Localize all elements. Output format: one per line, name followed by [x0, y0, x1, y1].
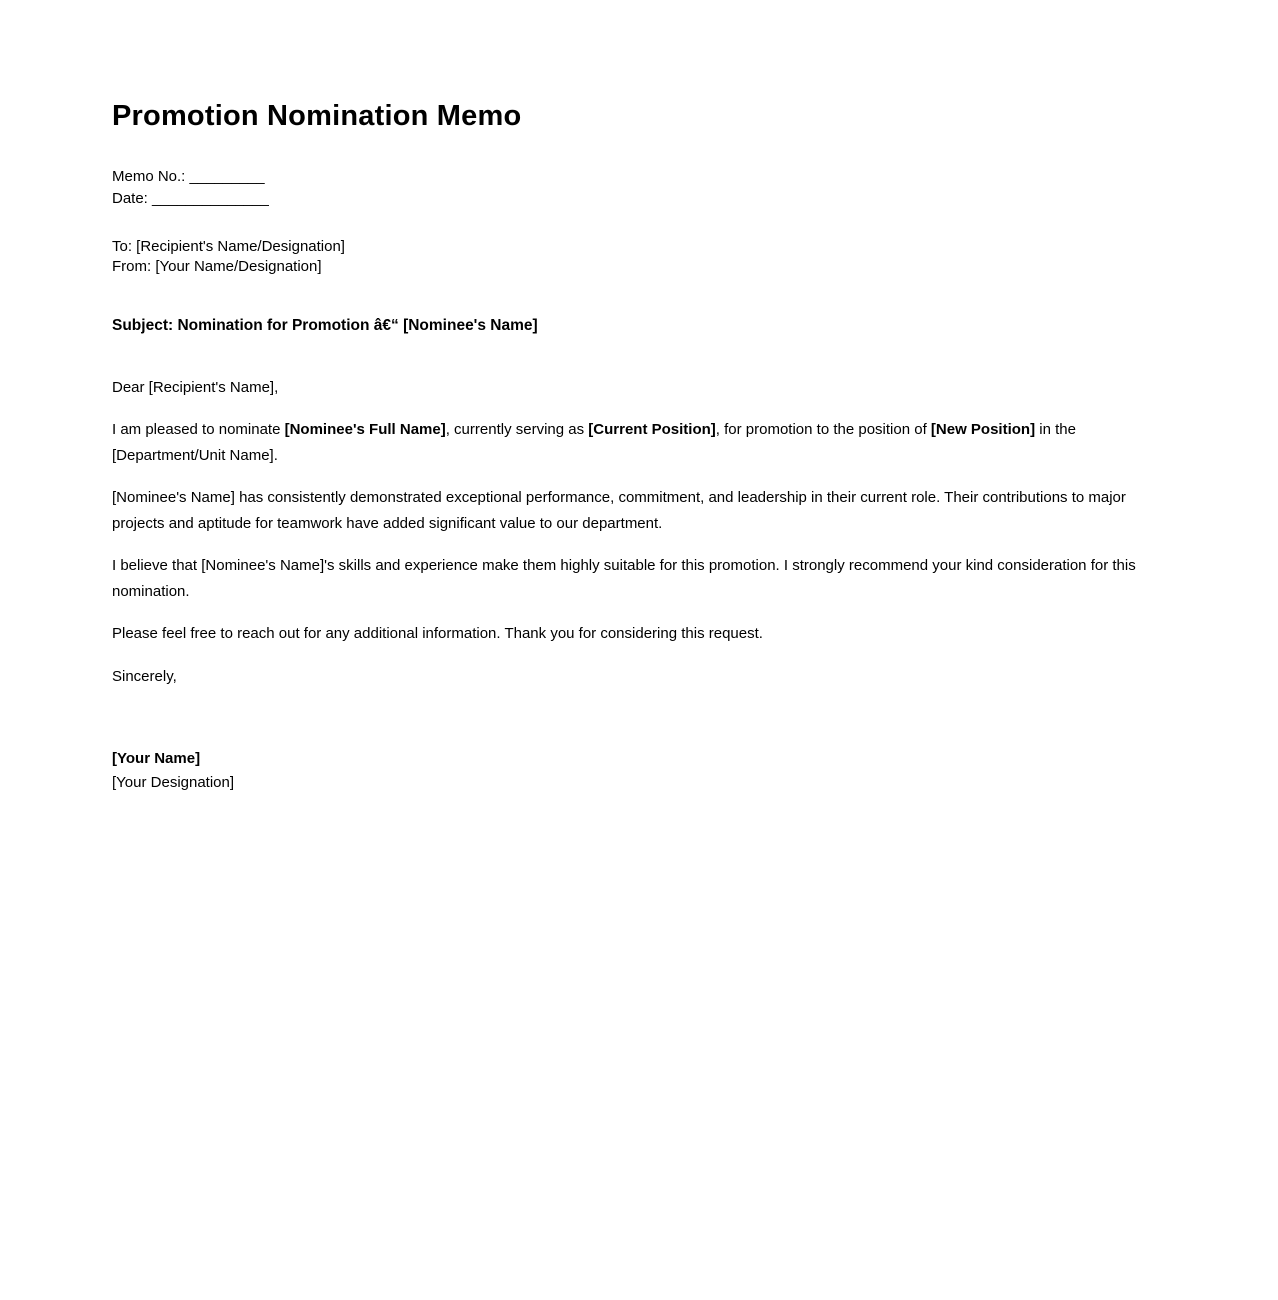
subject-line: Subject: Nomination for Promotion â€“ [Nominee's Name]	[112, 317, 538, 334]
to-line: To: [Recipient's Name/Designation]	[112, 238, 345, 255]
placeholder-nominee-full-name: [Nominee's Full Name]	[284, 421, 446, 438]
nomination-paragraph	[112, 417, 1154, 469]
salutation: Dear [Recipient's Name],	[112, 379, 279, 396]
recommendation-paragraph: I believe that [Nominee's Name]'s skills and experience make them highly suitable for this promotion. I strongly recommend your kind consideration for this nomination.	[112, 557, 1136, 600]
signature-name: [Your Name]	[112, 750, 201, 767]
performance-paragraph: [Nominee's Name] has consistently demonstrated exceptional performance, commitment, and leadership in their current role. Their contributions to major projects and aptitude for teamwork have added significant value to our department.	[112, 489, 1126, 532]
text-segment: , for promotion to the position of	[715, 421, 931, 438]
recipients-block	[112, 237, 1154, 277]
text-segment: , currently serving as	[445, 421, 589, 438]
page-title: Promotion Nomination Memo	[112, 100, 522, 132]
memo-number-line: Memo No.: _________	[112, 168, 265, 185]
from-line: From: [Your Name/Designation]	[112, 258, 322, 275]
memo-content	[112, 0, 1154, 795]
memo-date-line: Date: ______________	[112, 190, 269, 207]
contact-paragraph: Please feel free to reach out for any additional information. Thank you for considering this request.	[112, 625, 763, 642]
text-segment: I am pleased to nominate	[112, 421, 285, 438]
closing-line: Sincerely,	[112, 668, 177, 685]
placeholder-current-position: [Current Position]	[588, 421, 716, 438]
signature-block	[112, 747, 1154, 795]
placeholder-new-position: [New Position]	[930, 421, 1036, 438]
memo-meta-block	[112, 166, 1154, 210]
signature-designation: [Your Designation]	[112, 774, 235, 791]
text-segment: in the [Department/Unit Name].	[112, 421, 1076, 464]
